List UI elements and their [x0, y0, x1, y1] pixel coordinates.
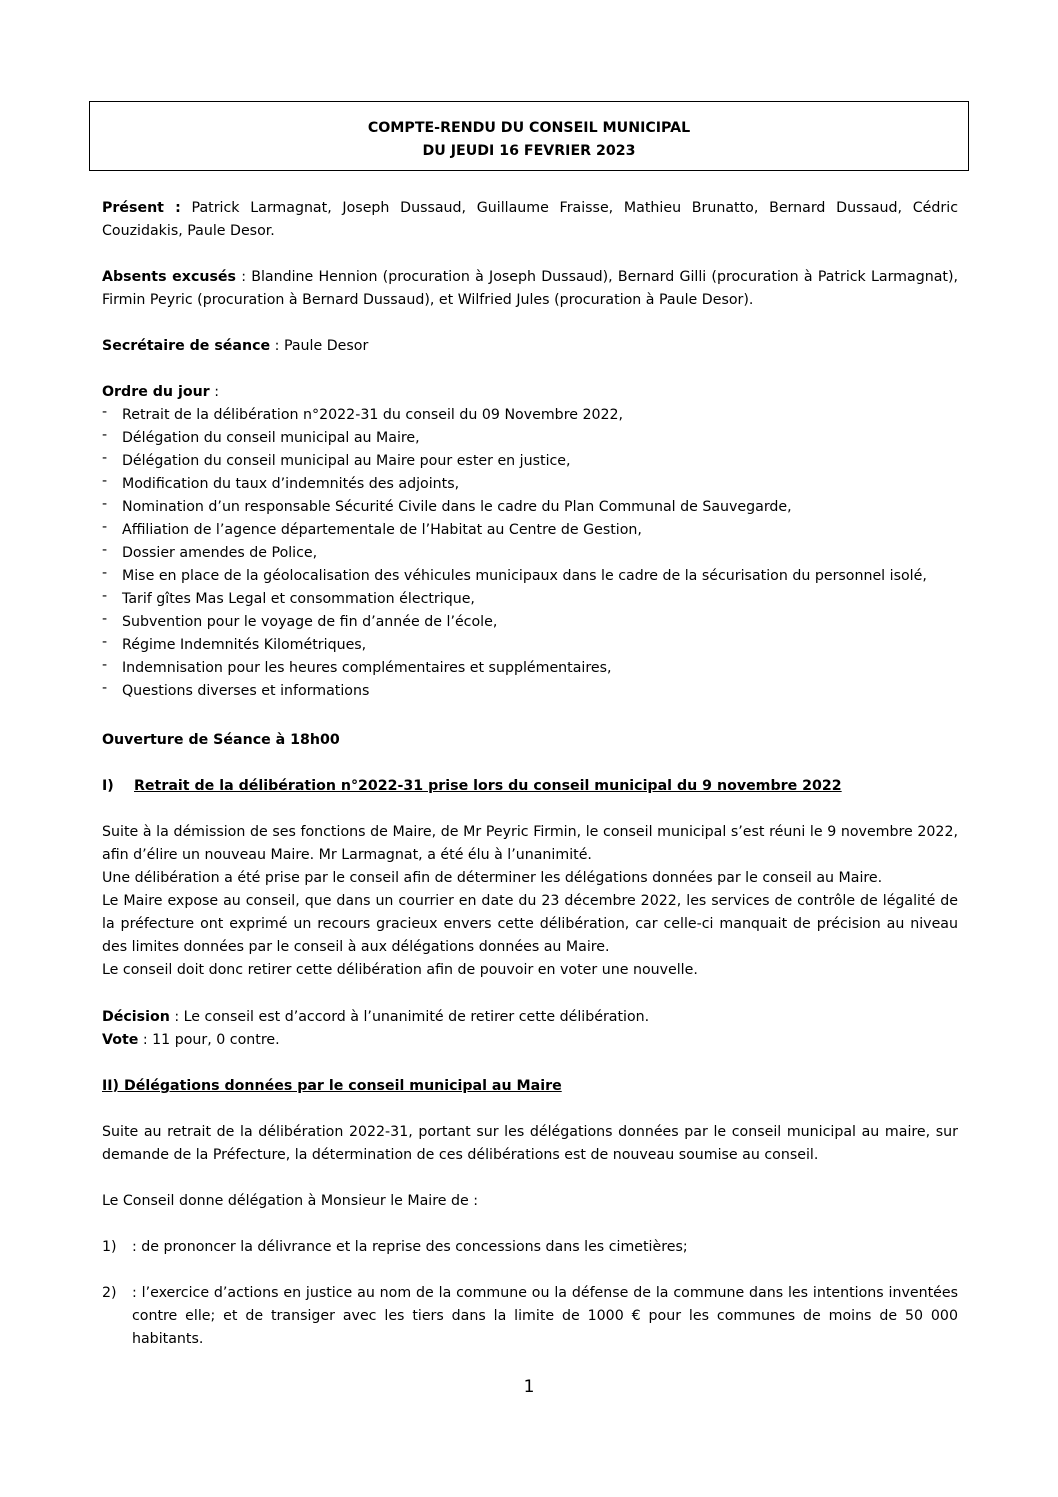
- dash-bullet: -: [102, 450, 108, 466]
- agenda-item-text: Indemnisation pour les heures complémentaires et supplémentaires,: [122, 660, 612, 676]
- agenda-item-text: Subvention pour le voyage de fin d’année de l’école,: [122, 614, 498, 630]
- section2-para2: Le Conseil donne délégation à Monsieur le Maire de :: [102, 1193, 479, 1209]
- decision-text: : Le conseil est d’accord à l’unanimité de retirer cette délibération.: [169, 1009, 650, 1025]
- delegation-item: [102, 1236, 958, 1259]
- section1-heading: [102, 775, 958, 798]
- agenda-item: [102, 657, 958, 680]
- vote-label: Vote: [102, 1032, 139, 1048]
- section2-heading: [102, 1075, 958, 1098]
- absents-label: Absents excusés: [102, 269, 236, 285]
- section1-para4: Le conseil doit donc retirer cette délibération afin de pouvoir en voter une nouvelle.: [102, 962, 698, 978]
- agenda-item-text: Délégation du conseil municipal au Maire,: [122, 430, 420, 446]
- dash-bullet: -: [102, 680, 108, 696]
- section1-para1: Suite à la démission de ses fonctions de Maire, de Mr Peyric Firmin, le conseil municipal s’est réuni le 9 novembre 2022, afin d’élire un nouveau Maire. Mr Larmagnat, a été élu à l’unanimité.: [102, 824, 958, 863]
- agenda-item: [102, 427, 958, 450]
- section1-para3: Le Maire expose au conseil, que dans un courrier en date du 23 décembre 2022, les services de contrôle de légalité de la préfecture ont exprimé un recours gracieux envers cette délibération, car celle-ci manquait de précision au niveau des limites données par le conseil à aux délégations données au Maire.: [102, 893, 958, 955]
- agenda-item-text: Affiliation de l’agence départementale de l’Habitat au Centre de Gestion,: [122, 522, 642, 538]
- agenda-item: [102, 565, 958, 588]
- secretaire-text: : Paule Desor: [270, 338, 369, 354]
- agenda-item: [102, 473, 958, 496]
- agenda-item: [102, 450, 958, 473]
- agenda-item-text: Questions diverses et informations: [122, 683, 370, 699]
- agenda-item-text: Mise en place de la géolocalisation des véhicules municipaux dans le cadre de la sécurisation du personnel isolé,: [122, 568, 927, 584]
- secretaire-label: Secrétaire de séance: [102, 338, 271, 354]
- ordre-suffix: :: [209, 384, 219, 400]
- section2-para1: Suite au retrait de la délibération 2022-31, portant sur les délégations données par le conseil municipal au maire, sur demande de la Préfecture, la détermination de ces délibérations est de nouveau soumise au conseil.: [102, 1124, 958, 1163]
- document-title-box: [89, 101, 969, 171]
- delegation-item-text: : l’exercice d’actions en justice au nom de la commune ou la défense de la commune dans les intentions inventées contre elle; et de transiger avec les tiers dans la limite de 1000 € pour les communes de moins de 50 000 habitants.: [132, 1285, 958, 1347]
- vote-text: : 11 pour, 0 contre.: [138, 1032, 280, 1048]
- agenda-item-text: Tarif gîtes Mas Legal et consommation électrique,: [122, 591, 475, 607]
- section2-title: II) Délégations données par le conseil municipal au Maire: [102, 1078, 562, 1094]
- agenda-item-text: Nomination d’un responsable Sécurité Civile dans le cadre du Plan Communal de Sauvegarde,: [122, 499, 792, 515]
- present-text: Patrick Larmagnat, Joseph Dussaud, Guillaume Fraisse, Mathieu Brunatto, Bernard Dussaud, Cédric Couzidakis, Paule Desor.: [102, 200, 958, 239]
- secretaire-paragraph: [102, 335, 958, 358]
- agenda-item: [102, 588, 958, 611]
- ordre-label: Ordre du jour: [102, 384, 210, 400]
- agenda-item: [102, 634, 958, 657]
- dash-bullet: -: [102, 634, 108, 650]
- dash-bullet: -: [102, 427, 108, 443]
- decision-line: [102, 1006, 958, 1029]
- dash-bullet: -: [102, 565, 108, 581]
- present-paragraph: [102, 197, 958, 243]
- dash-bullet: -: [102, 588, 108, 604]
- delegation-item-number: 1): [102, 1239, 117, 1255]
- dash-bullet: -: [102, 496, 108, 512]
- agenda-item-text: Régime Indemnités Kilométriques,: [122, 637, 367, 653]
- agenda-item: [102, 496, 958, 519]
- section1-title: Retrait de la délibération n°2022-31 prise lors du conseil municipal du 9 novembre 2022: [134, 778, 842, 794]
- ouverture-line: Ouverture de Séance à 18h00: [102, 732, 340, 748]
- page-number: 1: [523, 1377, 535, 1397]
- agenda-item-text: Modification du taux d’indemnités des adjoints,: [122, 476, 460, 492]
- agenda-list: [102, 404, 958, 703]
- dash-bullet: -: [102, 473, 108, 489]
- section1-para2: Une délibération a été prise par le conseil afin de déterminer les délégations données par le conseil au Maire.: [102, 870, 883, 886]
- ordre-heading: [102, 381, 958, 404]
- section1-num: I): [102, 778, 114, 794]
- dash-bullet: -: [102, 542, 108, 558]
- decision-label: Décision: [102, 1009, 170, 1025]
- absents-paragraph: [102, 266, 958, 312]
- agenda-item: [102, 680, 958, 703]
- delegation-item-text: : de prononcer la délivrance et la reprise des concessions dans les cimetières;: [132, 1239, 688, 1255]
- agenda-item-text: Dossier amendes de Police,: [122, 545, 318, 561]
- delegation-item: [102, 1282, 958, 1351]
- agenda-item: [102, 519, 958, 542]
- delegation-item-number: 2): [102, 1285, 117, 1301]
- dash-bullet: -: [102, 404, 108, 420]
- agenda-item: [102, 542, 958, 565]
- vote-line: [102, 1029, 958, 1052]
- agenda-item: [102, 611, 958, 634]
- dash-bullet: -: [102, 657, 108, 673]
- document-title-line1: COMPTE-RENDU DU CONSEIL MUNICIPAL: [367, 120, 691, 136]
- dash-bullet: -: [102, 519, 108, 535]
- present-label: Présent :: [102, 200, 181, 216]
- absents-text: : Blandine Hennion (procuration à Joseph Dussaud), Bernard Gilli (procuration à Patrick Larmagnat), Firmin Peyric (procuration à Bernard Dussaud), et Wilfried Jules (procuration à Paule Desor).: [102, 269, 958, 308]
- agenda-item-text: Retrait de la délibération n°2022-31 du conseil du 09 Novembre 2022,: [122, 407, 624, 423]
- document-title-line2: DU JEUDI 16 FEVRIER 2023: [422, 143, 636, 159]
- agenda-item: [102, 404, 958, 427]
- dash-bullet: -: [102, 611, 108, 627]
- agenda-item-text: Délégation du conseil municipal au Maire pour ester en justice,: [122, 453, 571, 469]
